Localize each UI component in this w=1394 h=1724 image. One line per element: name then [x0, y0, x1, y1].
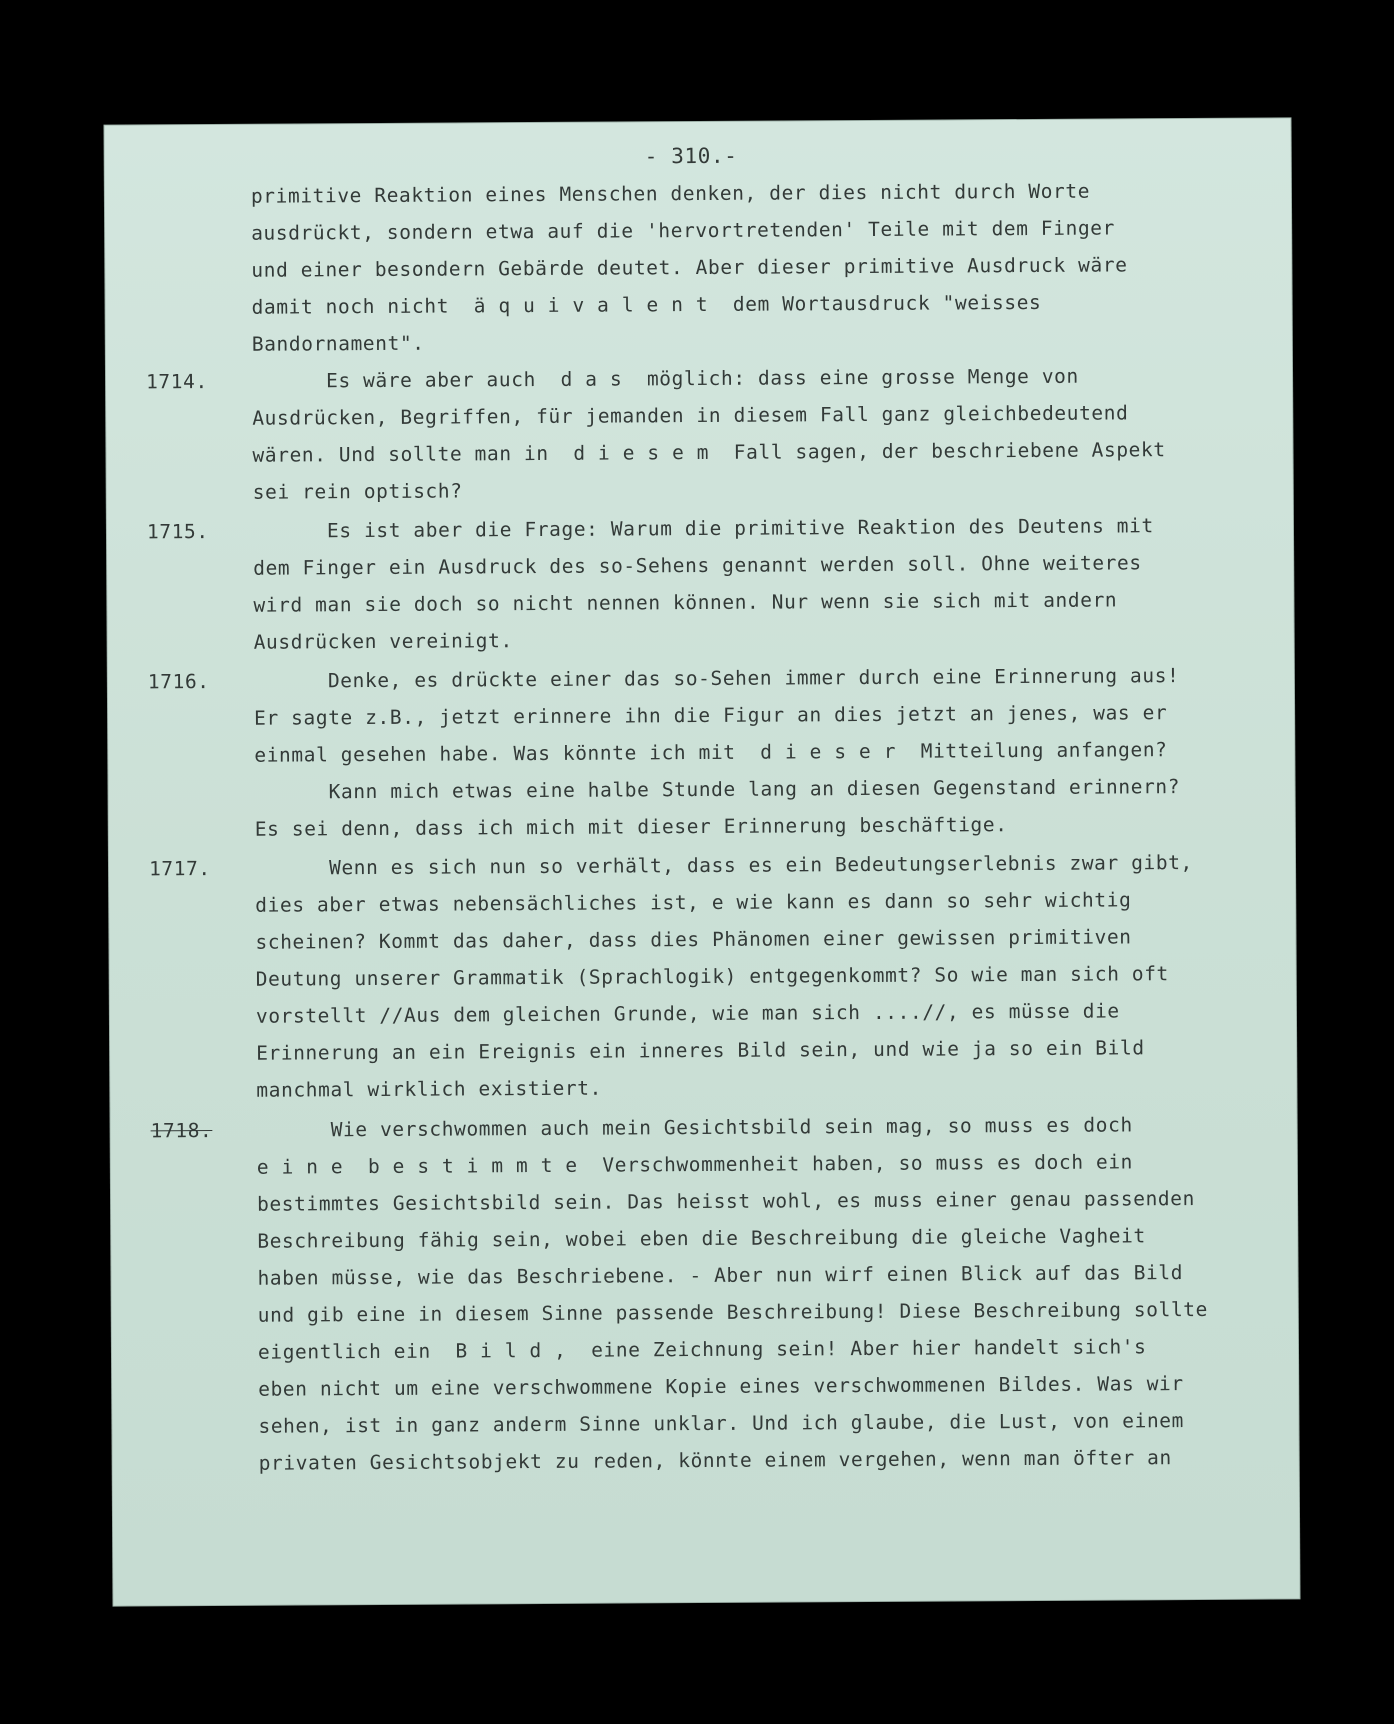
text-line: eigentlich ein B i l d , eine Zeichnung sein! Aber hier handelt sich's: [257, 1335, 1147, 1364]
remark-number: 1714.: [145, 370, 208, 394]
text-line: damit noch nicht ä q u i v a l e n t dem Wortausdruck "weisses: [251, 290, 1042, 319]
text-line: einmal gesehen habe. Was könnte ich mit d i e s e r Mitteilung anfangen?: [254, 738, 1168, 767]
text-line: privaten Gesichtsobjekt zu reden, könnte einem vergehen, wenn man öfter an: [258, 1446, 1172, 1475]
text-line: primitive Reaktion eines Menschen denken, der dies nicht durch Worte: [250, 179, 1091, 208]
text-line: ausdrückt, sondern etwa auf die 'hervortretenden' Teile mit dem Finger: [251, 216, 1116, 245]
text-line: e i n e b e s t i m m t e Verschwommenheit haben, so muss es doch ein: [256, 1150, 1134, 1179]
paragraph-continuation: [105, 172, 1291, 356]
text-line: Erinnerung an ein Ereignis ein inneres Bild sein, und wie ja so ein Bild: [256, 1036, 1145, 1065]
remark-number: 1716.: [147, 670, 210, 694]
text-line: eben nicht um eine verschwommene Kopie eines verschwommenen Bildes. Was wir: [258, 1372, 1184, 1401]
text-line: sehen, ist in ganz anderm Sinne unklar. Und ich glaube, die Lust, von einem: [258, 1409, 1184, 1438]
text-line: und einer besondern Gebärde deutet. Aber dieser primitive Ausdruck wäre: [251, 253, 1128, 282]
text-line: sei rein optisch?: [252, 479, 463, 504]
text-line: Es ist aber die Frage: Warum die primitive Reaktion des Deutens mit: [252, 514, 1154, 543]
text-line: wird man sie doch so nicht nennen können. Nur wenn sie sich mit andern: [253, 588, 1118, 617]
text-line: manchmal wirklich existiert.: [256, 1076, 602, 1102]
text-line: vorstellt //Aus dem gleichen Grunde, wie man sich ....//, es müsse die: [255, 999, 1120, 1028]
text-line: Kann mich etwas eine halbe Stunde lang an diesen Gegenstand erinnern?: [254, 775, 1181, 804]
text-line: dem Finger ein Ausdruck des so-Sehens genannt werden soll. Ohne weiteres: [253, 551, 1142, 580]
page-number: - 310.-: [644, 143, 738, 169]
remark-number: 1715.: [146, 520, 209, 544]
text-line: Bandornament".: [251, 331, 425, 356]
text-line: Er sagte z.B., jetzt erinnere ihn die Figur an dies jetzt an jenes, was er: [254, 701, 1168, 730]
text-line: dies aber etwas nebensächliches ist, e wie kann es dann so sehr wichtig: [255, 888, 1132, 917]
text-line: Wie verschwommen auch mein Gesichtsbild sein mag, so muss es doch: [256, 1113, 1133, 1142]
text-line: Deutung unserer Grammatik (Sprachlogik) entgegenkommt? So wie man sich oft: [255, 962, 1169, 991]
typescript-page: [104, 118, 1299, 1605]
text-line: Ausdrücken, Begriffen, für jemanden in diesem Fall ganz gleichbedeutend: [252, 401, 1129, 430]
text-line: Es wäre aber auch d a s möglich: dass eine grosse Menge von: [251, 364, 1079, 393]
text-line: scheinen? Kommt das daher, dass dies Phänomen einer gewissen primitiven: [255, 925, 1132, 954]
text-line: und gib eine in diesem Sinne passende Beschreibung! Diese Beschreibung sollte: [257, 1297, 1209, 1327]
text-line: Beschreibung fähig sein, wobei eben die Beschreibung die gleiche Vagheit: [257, 1224, 1146, 1253]
text-line: Ausdrücken vereinigt.: [253, 629, 513, 654]
text-line: bestimmtes Gesichtsbild sein. Das heisst wohl, es muss einer genau passenden: [257, 1186, 1195, 1216]
text-line: Denke, es drückte einer das so-Sehen immer durch eine Erinnerung aus!: [253, 664, 1180, 693]
text-line: Es sei denn, dass ich mich mit dieser Erinnerung beschäftige.: [254, 813, 1008, 841]
remark-number: 1718.: [150, 1118, 213, 1143]
text-line: Wenn es sich nun so verhält, dass es ein Bedeutungserlebnis zwar gibt,: [254, 851, 1193, 880]
text-line: wären. Und sollte man in d i e s e m Fall sagen, der beschriebene Aspekt: [252, 438, 1166, 467]
remark-number: 1717.: [148, 857, 211, 881]
text-line: haben müsse, wie das Beschriebene. - Aber nun wirf einen Blick auf das Bild: [257, 1261, 1184, 1290]
